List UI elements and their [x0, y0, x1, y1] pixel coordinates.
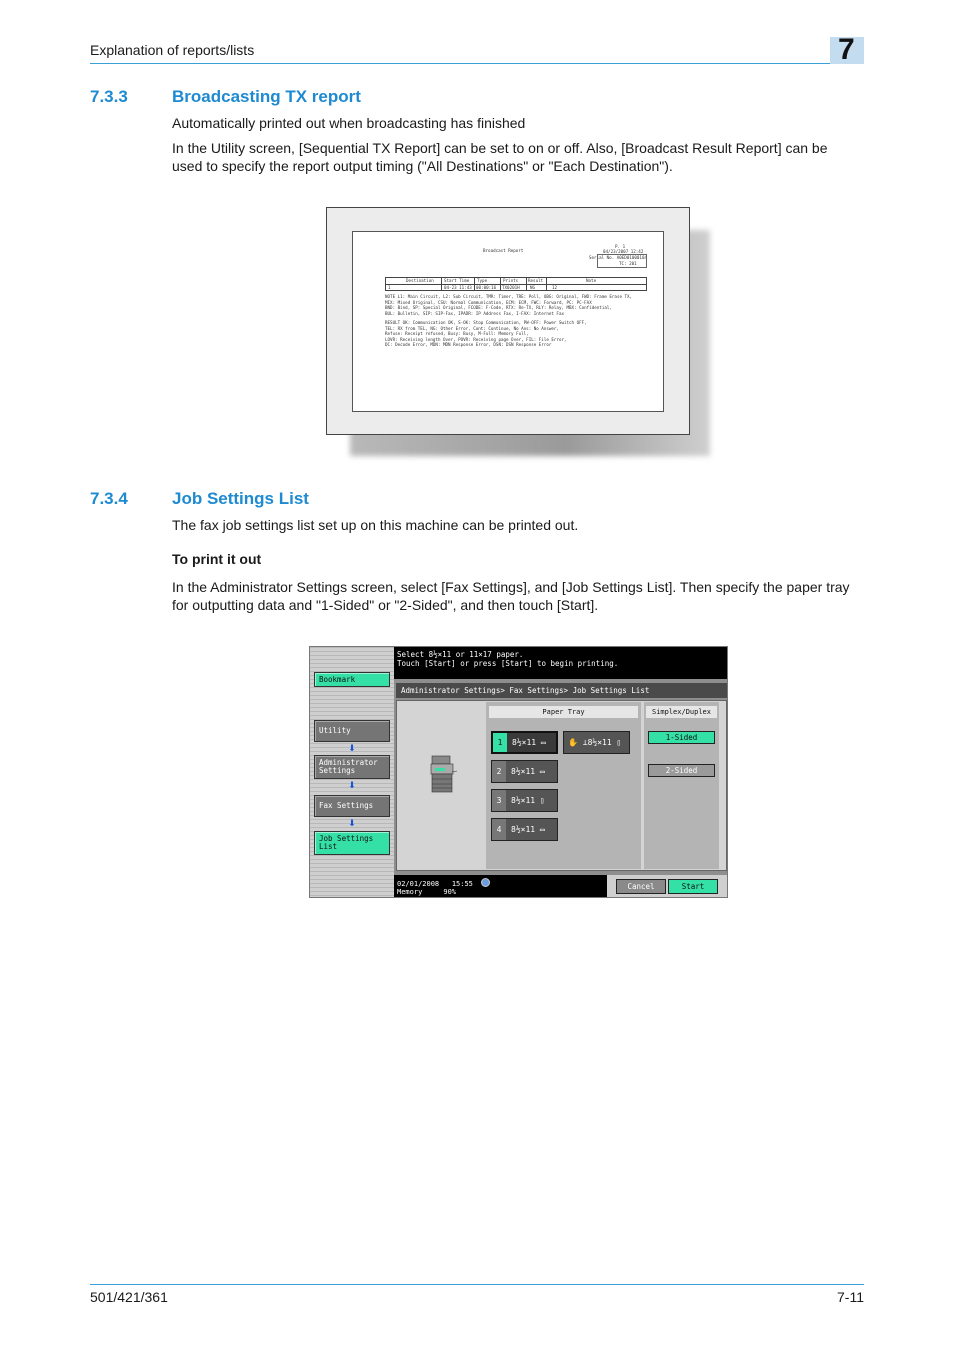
arrow-down-icon: ⬇	[348, 780, 356, 790]
nav-fax-settings-button[interactable]: Fax Settings	[314, 795, 390, 817]
table-cell: 00:00:16	[476, 285, 497, 290]
report-result-line: DC: Decode Error, MDN: MDN Response Error, DSN: DSN Response Error	[385, 342, 552, 347]
paragraph-line: used to specify the report output timing ("All Destinations" or "Each Destination").	[172, 158, 673, 174]
paragraph-line: for outputting data and "1-Sided" or "2-Sided", and then touch [Start].	[172, 597, 599, 613]
report-title: Broadcast Report	[483, 248, 524, 253]
paragraph-line: In the Utility screen, [Sequential TX Report] can be set to on or off. Also, [Broadcast Result Report] can be	[172, 140, 828, 156]
tray-number: 1	[493, 733, 507, 752]
settings-content	[396, 700, 727, 871]
tray-1-button[interactable]	[491, 731, 558, 754]
section-734-paragraph-1: The fax job settings list set up on this machine can be printed out.	[172, 517, 579, 533]
broadcast-report-figure	[326, 207, 690, 435]
status-time: 15:55	[451, 880, 473, 888]
tray-paper-size: 8½×11 ▭	[512, 738, 546, 747]
tray-paper-size: 8½×11 ▯	[511, 796, 545, 805]
tray-3-button[interactable]	[491, 789, 558, 812]
header-rule	[90, 63, 864, 64]
section-number-734: 7.3.4	[90, 489, 128, 508]
paper-tray-label: Paper Tray	[489, 706, 638, 718]
cancel-button[interactable]: Cancel	[616, 879, 666, 894]
arrow-down-icon: ⬇	[348, 743, 356, 753]
nav-job-settings-list-button[interactable]: Job Settings List	[314, 831, 390, 855]
breadcrumb: Administrator Settings> Fax Settings> Job Settings List	[396, 683, 727, 698]
tray-paper-size: 8½×11 ▭	[511, 767, 545, 776]
table-rule	[474, 278, 475, 290]
nav-administrator-settings-button[interactable]: Administrator Settings	[314, 755, 390, 779]
start-button[interactable]: Start	[668, 879, 718, 894]
tray-2-button[interactable]	[491, 760, 558, 783]
simplex-duplex-label: Simplex/Duplex	[646, 706, 717, 718]
table-cell: 1	[388, 285, 391, 290]
table-rule	[546, 278, 547, 290]
one-sided-button[interactable]: 1-Sided	[648, 731, 715, 744]
message-bar	[394, 647, 728, 679]
section-733-paragraph-1: Automatically printed out when broadcasting has finished	[172, 115, 526, 131]
tray-number: 2	[492, 761, 506, 782]
panel-main-area	[394, 679, 728, 875]
report-serial-box	[597, 254, 647, 268]
report-note-line: NOTE L1: Main Circuit, L2: Sub Circuit, TMR: Timer, TRE: Poll, OBG: Original, FWD: Frame Erase TX,	[385, 294, 633, 299]
footer-model: 501/421/361	[90, 1289, 168, 1305]
report-note-line: MIX: Mixed Original, CSU: Normal Communication, ECM: ECM, FWC: Forward, PC: PC-FAX	[385, 299, 592, 305]
report-result-line: TEL: RX from TEL, NG: Other Error, Cont: Continue, No Ans: No Answer,	[385, 325, 559, 331]
table-header: Start Time	[444, 278, 470, 283]
footer-page-number: 7-11	[837, 1289, 864, 1305]
section-number-733: 7.3.3	[90, 87, 128, 106]
table-header: Note	[586, 278, 597, 283]
mfp-machine-icon	[430, 754, 458, 794]
table-cell: TX0201H	[502, 285, 520, 290]
procedure-heading: To print it out	[172, 551, 262, 567]
job-settings-panel-screenshot	[309, 646, 728, 898]
status-date: 02/01/2008	[397, 880, 440, 888]
chapter-number: 7	[838, 33, 855, 66]
paper-tray-group	[486, 702, 641, 869]
status-datetime	[397, 880, 473, 896]
simplex-duplex-group	[644, 702, 719, 869]
report-result-line: RESULT OK: Communication OK, S-OK: Stop Communication, PW-OFF: Power Switch OFF,	[385, 320, 587, 325]
running-head: Explanation of reports/lists	[90, 42, 255, 58]
table-rule	[441, 278, 442, 290]
table-cell: NG	[530, 285, 536, 290]
report-table	[385, 277, 647, 291]
table-rule	[526, 278, 527, 290]
tray-number: 4	[492, 819, 506, 840]
section-733-paragraph-2	[172, 139, 867, 175]
network-status-icon	[481, 878, 490, 887]
memory-label: Memory	[397, 888, 423, 896]
table-header: Destination	[406, 278, 434, 283]
footer-rule	[90, 1284, 864, 1285]
message-line: Touch [Start] or press [Start] to begin printing.	[397, 659, 619, 668]
report-note-line: BND: Bind, SP: Special Original, FCODE: F-Code, RTX: Re-TX, RLY: Relay, MBX: Confidential,	[385, 305, 612, 310]
tray-number: 3	[492, 790, 506, 811]
bookmark-button[interactable]: Bookmark	[314, 672, 390, 687]
memory-value: 90%	[443, 888, 457, 896]
report-header-line: 04/23/2007 12:42	[603, 249, 644, 254]
two-sided-button[interactable]: 2-Sided	[648, 764, 715, 777]
status-bar	[394, 875, 728, 898]
section-title-733: Broadcasting TX report	[172, 87, 361, 106]
report-result-line: Refuse: Receipt refused, Busy: Busy, M-Full: Memory Full,	[385, 331, 529, 336]
report-result-line: LOVR: Receiving length Over, POVR: Receiving page Over, FIL: File Error,	[385, 336, 567, 342]
bypass-tray-button[interactable]: ✋ ⊥8½×11 ▯	[563, 731, 630, 754]
message-line: Select 8½×11 or 11×17 paper.	[397, 650, 524, 659]
arrow-down-icon: ⬇	[348, 818, 356, 828]
table-cell: 12	[552, 285, 558, 290]
table-header: Prints	[503, 278, 519, 283]
report-header-line: P. 1	[615, 244, 626, 249]
report-note-line: BUL: Bulletin, SIP: SIP-Fax, IPADR: IP Address Fax, I-FAX: Internet Fax	[385, 310, 564, 316]
paragraph-line: In the Administrator Settings screen, select [Fax Settings], and [Job Settings List]. Then specify the paper tray	[172, 579, 850, 595]
tray-4-button[interactable]	[491, 818, 558, 841]
nav-utility-button[interactable]: Utility	[314, 720, 390, 742]
table-rule	[500, 278, 501, 290]
report-header-line: TC: 201	[619, 261, 637, 266]
report-paper	[352, 231, 664, 412]
table-cell: 04-23 11:43	[444, 285, 472, 290]
table-header: Type	[477, 278, 488, 283]
table-header: Result	[528, 278, 544, 283]
tray-paper-size: 8½×11 ▭	[511, 825, 545, 834]
section-734-paragraph-2	[172, 578, 867, 614]
report-header-line: Serial No. A0ED01000104	[589, 255, 647, 260]
panel-left-column	[310, 647, 394, 898]
section-title-734: Job Settings List	[172, 489, 309, 508]
